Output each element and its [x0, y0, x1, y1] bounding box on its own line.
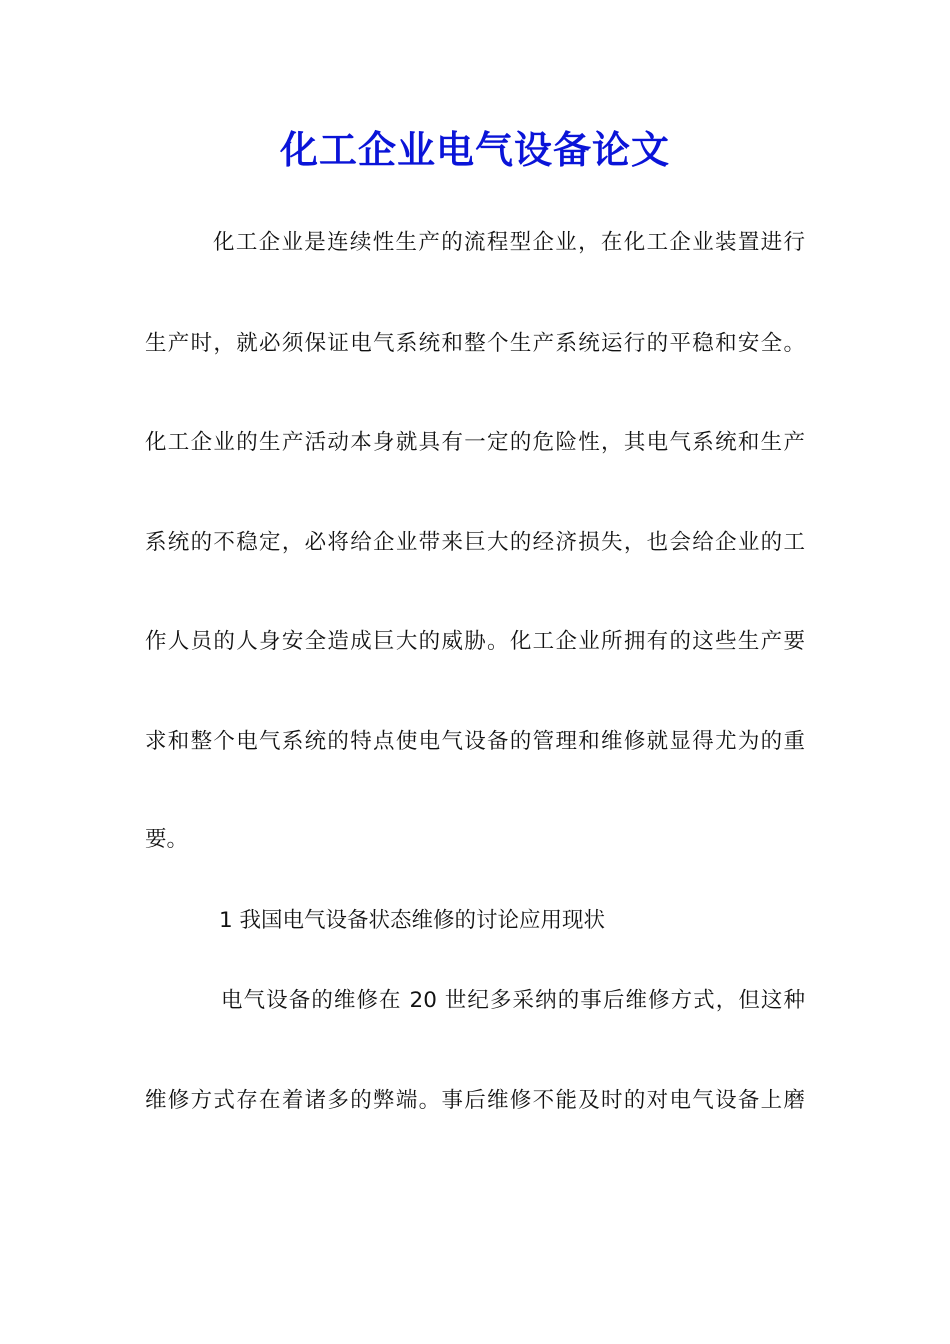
paragraph-line: 作人员的人身安全造成巨大的威胁。化工企业所拥有的这些生产要: [145, 629, 805, 654]
paragraph-line: 求和整个电气系统的特点使电气设备的管理和维修就显得尤为的重: [145, 729, 805, 754]
section-heading: 1 我国电气设备状态维修的讨论应用现状: [219, 908, 606, 933]
paragraph-line: 系统的不稳定，必将给企业带来巨大的经济损失，也会给企业的工: [145, 530, 805, 555]
paragraph-line: 化工企业的生产活动本身就具有一定的危险性，其电气系统和生产: [145, 430, 805, 455]
paragraph-line: 电气设备的维修在 20 世纪多采纳的事后维修方式，但这种: [221, 988, 805, 1013]
paragraph-line: 生产时，就必须保证电气系统和整个生产系统运行的平稳和安全。: [145, 331, 805, 356]
document-title: 化工企业电气设备论文: [279, 127, 670, 172]
paragraph-line: 化工企业是连续性生产的流程型企业，在化工企业装置进行: [213, 230, 805, 255]
paragraph-line: 要。: [145, 827, 189, 852]
paragraph-line: 维修方式存在着诸多的弊端。事后维修不能及时的对电气设备上磨: [145, 1088, 805, 1113]
